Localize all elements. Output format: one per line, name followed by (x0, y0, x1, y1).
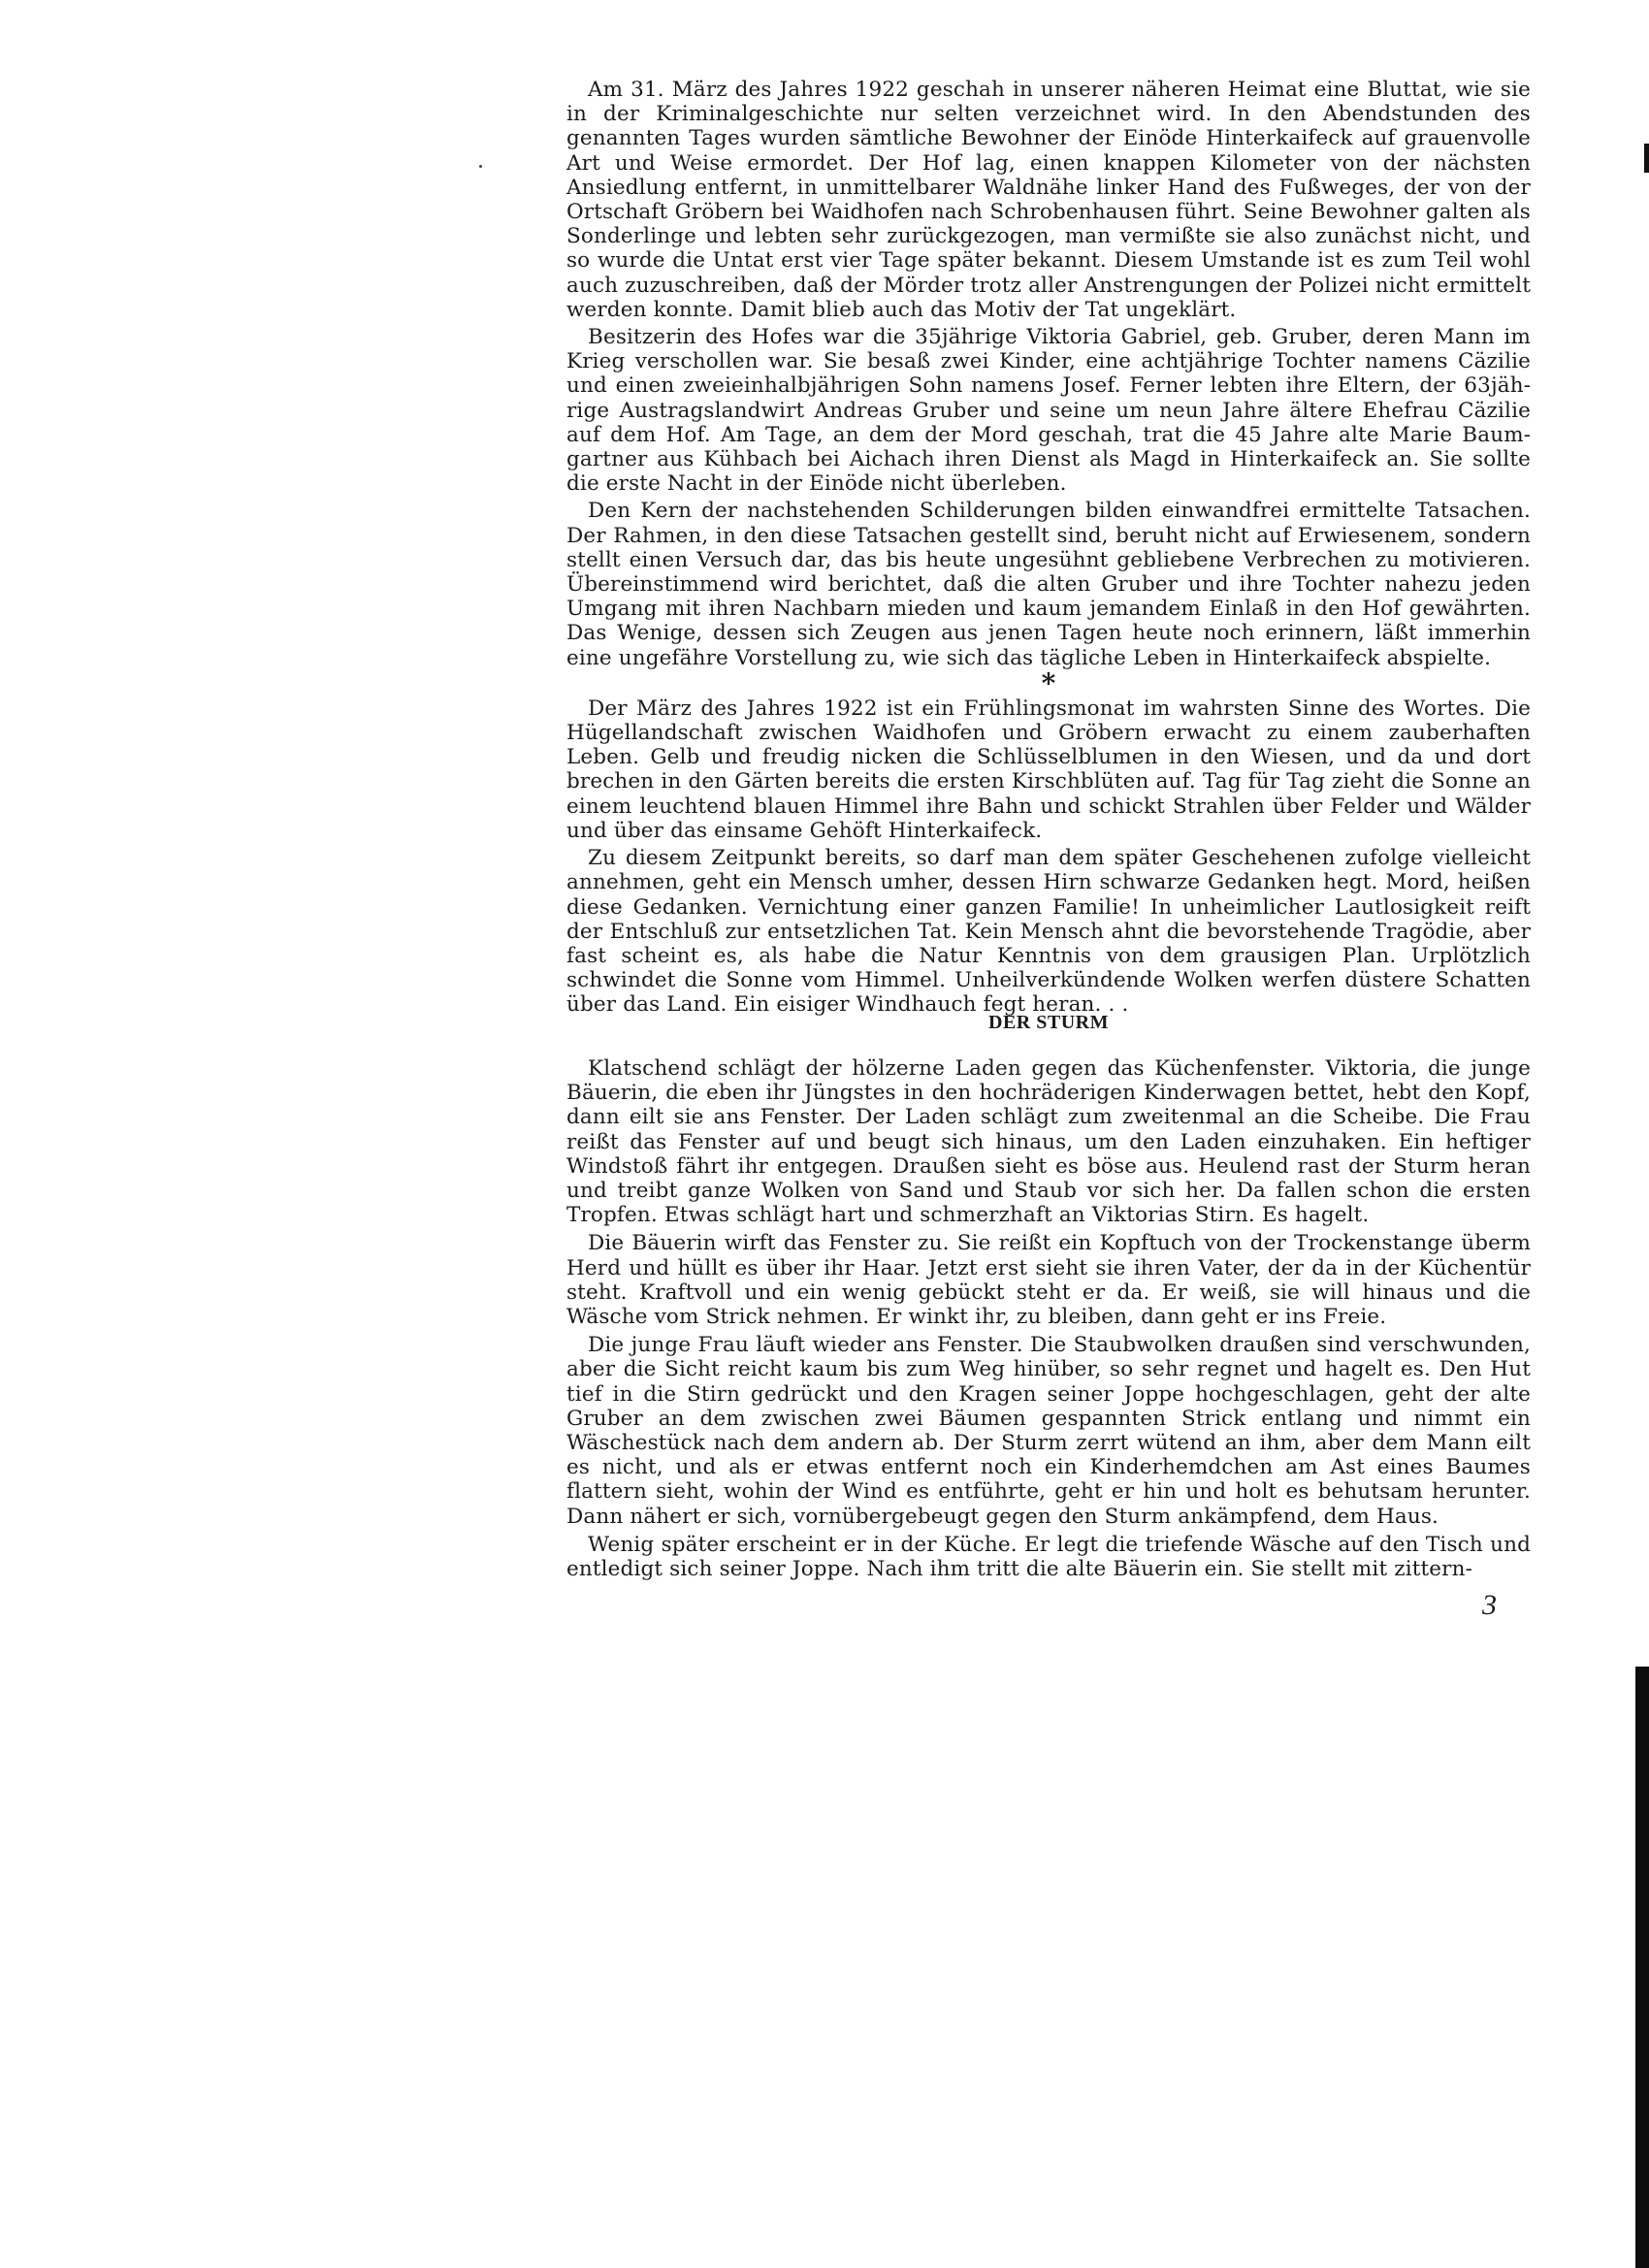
scan-edge-mark (1644, 144, 1649, 173)
margin-speck (479, 165, 482, 168)
intro-paragraph: Den Kern der nachstehenden Schilderungen bilden einwandfrei ermittelte Tatsachen. Der Rahmen, in den diese Tatsachen gestellt sind, beruht nicht auf Erwiesenem, sondern stellt einen Versuch dar, das bis heute ungesühnt gebliebene Verbrechen zu motivieren. Übereinstimmend wird berichtet, daß die alten Gruber und ihre Tochter nahezu jeden Umgang mit ihren Nachbarn mieden und kaum jemandem Einlaß in den Hof gewährten. Das Wenige, dessen sich Zeugen aus jenen Tagen heute noch erinnern, läßt immerhin eine ungefähre Vorstellung zu, wie sich das tägliche Leben in Hinterkaifeck abspielte. (566, 499, 1531, 670)
chapter-paragraph: Die junge Frau läuft wieder ans Fenster. Die Staubwolken draußen sind verschwunden, aber die Sicht reicht kaum bis zum Weg hinüber, so sehr regnet und hagelt es. Den Hut tief in die Stirn gedrückt und den Kragen seiner Joppe hochgeschlagen, geht der alte Gruber an dem zwischen zwei Bäumen gespannten Strick entlang und nimmt ein Wäschestück nach dem andern ab. Der Sturm zerrt wütend an ihm, aber dem Mann eilt es nicht, und als er etwas entfernt noch ein Kinderhemdchen am Ast eines Baumes flattern sieht, wohin der Wind es entführte, geht er hin und holt es behutsam herunter. Dann nähert er sich, vornübergebeugt gegen den Sturm ankämpfend, dem Haus. (566, 1333, 1531, 1529)
intro-paragraph: Besitzerin des Hofes war die 35jährige Viktoria Gabriel, geb. Gruber, deren Mann im Krieg verschollen war. Sie besaß zwei Kinder, eine achtjährige Tochter namens Cäzilie und einen zweieinhalbjährigen Sohn namens Josef. Ferner lebten ihre Eltern, der 63jährige Austragslandwirt Andreas Gruber und seine um neun Jahre ältere Ehefrau Cäzilie auf dem Hof. Am Tage, an dem der Mord geschah, trat die 45 Jahre alte Marie Baumgartner aus Kühbach bei Aichach ihren Dienst als Magd in Hinterkaifeck an. Sie sollte die erste Nacht in der Einöde nicht überleben. (566, 325, 1531, 497)
intro-text-block (566, 78, 1531, 1021)
chapter-paragraph: Wenig später erscheint er in der Küche. Er legt die triefende Wäsche auf den Tisch und entledigt sich seiner Joppe. Nach ihm tritt die alte Bäuerin ein. Sie stellt mit zittern- (566, 1532, 1531, 1582)
intro-paragraph: Am 31. März des Jahres 1922 geschah in unserer näheren Heimat eine Bluttat, wie sie in der Kriminalgeschichte nur selten verzeichnet wird. In den Abendstunden des genannten Tages wurden sämtliche Bewohner der Einöde Hinterkaifeck auf grauenvolle Art und Weise ermordet. Der Hof lag, einen knappen Kilometer von der nächsten Ansiedlung entfernt, in unmittelbarer Waldnähe linker Hand des Fußweges, der von der Ortschaft Gröbern bei Waidhofen nach Schrobenhausen führt. Seine Bewohner galten als Sonderlinge und lebten sehr zurückgezogen, man vermißte sie also zunächst nicht, und so wurde die Untat erst vier Tage später bekannt. Diesem Umstande ist es zum Teil wohl auch zuzuschreiben, daß der Mörder trotz aller Anstrengungen der Polizei nicht ermittelt werden konnte. Damit blieb auch das Motiv der Tat ungeklärt. (566, 78, 1531, 322)
intro-paragraph: Zu diesem Zeitpunkt bereits, so darf man dem später Geschehenen zufolge vielleicht annehmen, geht ein Mensch umher, dessen Hirn schwarze Gedanken hegt. Mord, heißen diese Gedanken. Vernichtung einer ganzen Familie! In unheimlicher Lautlosigkeit reift der Entschluß zur entsetzlichen Tat. Kein Mensch ahnt die bevorstehende Tragödie, aber fast scheint es, als habe die Natur Kenntnis von dem grausigen Plan. Urplötzlich schwindet die Sonne vom Himmel. Unheilverkündende Wolken werfen düstere Schatten über das Land. Ein eisiger Windhauch fegt heran. . . (566, 846, 1531, 1018)
scan-edge-shadow (1635, 1667, 1649, 2268)
chapter-text-block (566, 1056, 1531, 1585)
intro-paragraph: Der März des Jahres 1922 ist ein Frühlingsmonat im wahrsten Sinne des Wortes. Die Hügellandschaft zwischen Waidhofen und Gröbern erwacht zu einem zauberhaften Leben. Gelb und freudig nicken die Schlüsselblumen in den Wiesen, und da und dort brechen in den Gärten bereits die ersten Kirschblüten auf. Tag für Tag zieht die Sonne an einem leuchtend blauen Himmel ihre Bahn und schickt Strahlen über Felder und Wälder und über das einsame Gehöft Hinterkaifeck. (566, 696, 1531, 843)
chapter-heading: DER STURM (988, 1012, 1109, 1033)
chapter-paragraph: Klatschend schlägt der hölzerne Laden gegen das Küchenfenster. Viktoria, die junge Bäuerin, die eben ihr Jüngstes in den hochräderigen Kinderwagen bettet, hebt den Kopf, dann eilt sie ans Fenster. Der Laden schlägt zum zweitenmal an die Scheibe. Die Frau reißt das Fenster auf und beugt sich hinaus, um den Laden einzuhaken. Ein heftiger Windstoß fährt ihr entgegen. Draußen sieht es böse aus. Heulend rast der Sturm heran und treibt ganze Wolken von Sand und Staub vor sich her. Da fallen schon die ersten Tropfen. Etwas schlägt hart und schmerzhaft an Viktorias Stirn. Es hagelt. (566, 1056, 1531, 1228)
chapter-paragraph: Die Bäuerin wirft das Fenster zu. Sie reißt ein Kopftuch von der Trockenstange überm Herd und hüllt es über ihr Haar. Jetzt erst sieht sie ihren Vater, der da in der Küchentür steht. Kraftvoll und ein wenig gebückt steht er da. Er weiß, sie will hinaus und die Wäsche vom Strick nehmen. Er winkt ihr, zu bleiben, dann geht er ins Freie. (566, 1231, 1531, 1330)
page-number: 3 (1482, 1589, 1497, 1621)
section-separator-asterisk: * (1041, 666, 1056, 699)
